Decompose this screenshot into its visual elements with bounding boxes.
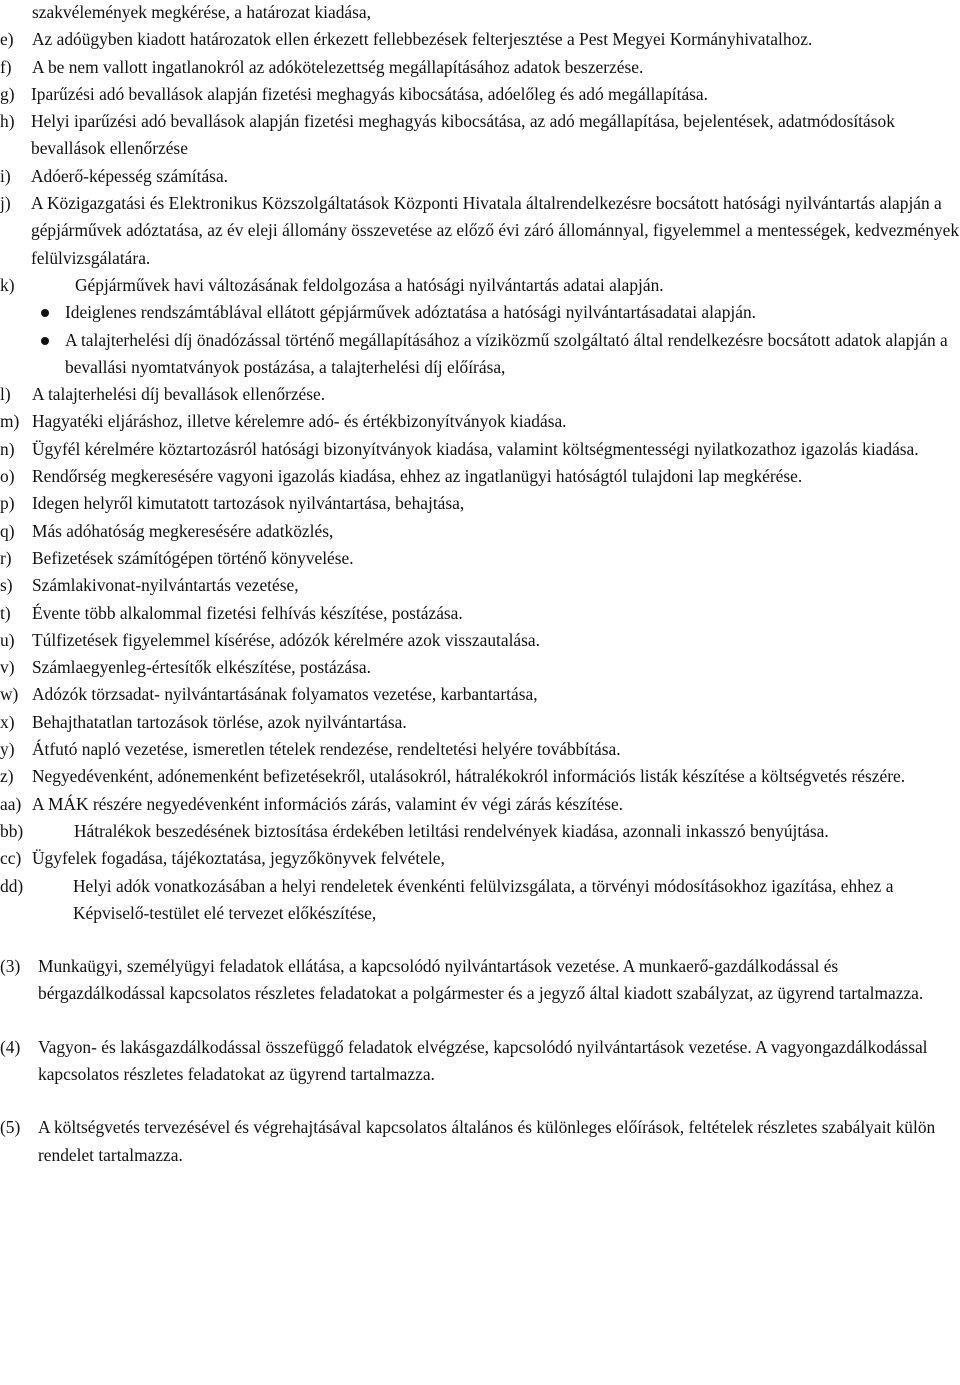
list-item-h bbox=[0, 108, 960, 163]
list-item-dd bbox=[0, 873, 960, 928]
item-text: Más adóhatóság megkeresésére adatközlés, bbox=[32, 520, 334, 541]
item-label: e) bbox=[0, 29, 14, 50]
list-item-t bbox=[0, 600, 960, 627]
list-item-x bbox=[0, 709, 960, 736]
item-label: x) bbox=[0, 711, 15, 732]
item-text: Helyi iparűzési adó bevallások alapján fizetési meghagyás kibocsátása, az adó megállapítása, bejelentések, adatmódosítások bevallások ellenőrzése bbox=[31, 111, 895, 159]
section-4 bbox=[0, 1034, 960, 1089]
item-label: dd) bbox=[0, 875, 24, 896]
list-item-o bbox=[0, 463, 960, 490]
item-label: j) bbox=[0, 193, 11, 214]
item-text: A be nem vallott ingatlanokról az adókötelezettség megállapításához adatok beszerzése. bbox=[32, 56, 644, 77]
item-text: Befizetések számítógépen történő könyvelése. bbox=[32, 547, 354, 568]
item-label: i) bbox=[0, 165, 11, 186]
item-label: n) bbox=[0, 438, 15, 459]
section-text: A költségvetés tervezésével és végrehajtásával kapcsolatos általános és különleges előírások, feltételek részletes szabályait külön rendelet tartalmazza. bbox=[38, 1117, 936, 1165]
list-item-e bbox=[0, 26, 960, 53]
item-text: Rendőrség megkeresésére vagyoni igazolás kiadása, ehhez az ingatlanügyi hatóságtól tulajdoni lap megkérése. bbox=[32, 466, 803, 487]
bullet-text: Ideiglenes rendszámtáblával ellátott gépjárművek adóztatása a hatósági nyilvántartásadatai alapján. bbox=[65, 302, 756, 323]
list-item-n bbox=[0, 436, 960, 463]
item-label: z) bbox=[0, 766, 14, 787]
list-item-g bbox=[0, 81, 960, 108]
item-text: Helyi adók vonatkozásában a helyi rendeletek évenkénti felülvizsgálata, a törvényi módosításokhoz igazítása, ehhez a Képviselő-testület elé tervezet előkészítése, bbox=[73, 875, 894, 923]
item-text: Ügyfél kérelmére köztartozásról hatósági bizonyítványok kiadása, valamint költségmentességi nyilatkozathoz igazolás kiadása. bbox=[32, 438, 919, 459]
list-item-f bbox=[0, 54, 960, 81]
item-text: Iparűzési adó bevallások alapján fizetési meghagyás kibocsátása, adóelőleg és adó megállapítása. bbox=[31, 83, 708, 104]
bullet-text: A talajterhelési díj önadózással történő megállapításához a víziközmű szolgáltató által rendelkezésre bocsátott adatok alapján a bevallási nyomtatványok postázása, a talajterhelési díj előírása, bbox=[65, 329, 948, 377]
list-item-p bbox=[0, 490, 960, 517]
list-item-bb bbox=[0, 818, 960, 845]
item-label: g) bbox=[0, 83, 15, 104]
item-label: h) bbox=[0, 111, 15, 132]
bullet-item bbox=[0, 299, 960, 326]
item-text: Átfutó napló vezetése, ismeretlen tételek rendezése, rendeltetési helyére továbbítása. bbox=[32, 739, 621, 760]
item-label: f) bbox=[0, 56, 12, 77]
item-label: t) bbox=[0, 602, 11, 623]
item-label: aa) bbox=[0, 793, 22, 814]
section-5 bbox=[0, 1114, 960, 1169]
list-item-z bbox=[0, 763, 960, 790]
item-label: bb) bbox=[0, 820, 24, 841]
item-label: y) bbox=[0, 739, 15, 760]
list-item-l bbox=[0, 381, 960, 408]
section-3 bbox=[0, 953, 960, 1008]
section-number: (4) bbox=[0, 1036, 21, 1057]
item-label: w) bbox=[0, 684, 19, 705]
section-text: Munkaügyi, személyügyi feladatok ellátása, a kapcsolódó nyilvántartások vezetése. A munkaerő-gazdálkodással és bérgazdálkodással kapcsolatos részletes feladatokat a polgármester és a jegyző által kiadott szabályzat, az ügyrend tartalmazza. bbox=[38, 956, 924, 1004]
item-text: Hátralékok beszedésének biztosítása érdekében letiltási rendelvények kiadása, azonnali inkasszó benyújtása. bbox=[74, 820, 829, 841]
list-item-q bbox=[0, 518, 960, 545]
item-label: m) bbox=[0, 411, 20, 432]
item-text: Ügyfelek fogadása, tájékoztatása, jegyzőkönyvek felvétele, bbox=[32, 848, 445, 869]
list-item-cc bbox=[0, 845, 960, 872]
section-number: (3) bbox=[0, 956, 21, 977]
bullet-icon bbox=[40, 327, 65, 382]
list-item-u bbox=[0, 627, 960, 654]
section-text: Vagyon- és lakásgazdálkodással összefüggő feladatok elvégzése, kapcsolódó nyilvántartások vezetése. A vagyongazdálkodással kapcsolatos részletes feladatokat az ügyrend tartalmazza. bbox=[38, 1036, 928, 1084]
item-label: r) bbox=[0, 547, 12, 568]
list-item-y bbox=[0, 736, 960, 763]
item-text: Negyedévenként, adónemenként befizetésekről, utalásokról, hátralékokról információs listák készítése a költségvetés részére. bbox=[32, 766, 906, 787]
list-item-v bbox=[0, 654, 960, 681]
item-label: k) bbox=[0, 274, 15, 295]
item-label: p) bbox=[0, 493, 15, 514]
bullet-item bbox=[0, 327, 960, 382]
item-label: v) bbox=[0, 657, 15, 678]
paragraph-continuation: szakvélemények megkérése, a határozat kiadása, bbox=[32, 2, 371, 22]
item-label: s) bbox=[0, 575, 13, 596]
item-text: Hagyatéki eljáráshoz, illetve kérelemre adó- és értékbizonyítványok kiadása. bbox=[32, 411, 567, 432]
item-label: cc) bbox=[0, 848, 22, 869]
item-label: o) bbox=[0, 466, 15, 487]
list-item-i bbox=[0, 163, 960, 190]
item-text: Túlfizetések figyelemmel kísérése, adózók kérelmére azok visszautalása. bbox=[32, 629, 540, 650]
item-text: Adóerő-képesség számítása. bbox=[31, 165, 229, 186]
list-item-s bbox=[0, 572, 960, 599]
list-item-w bbox=[0, 681, 960, 708]
section-number: (5) bbox=[0, 1117, 21, 1138]
list-item-r bbox=[0, 545, 960, 572]
item-label: u) bbox=[0, 629, 15, 650]
bullet-icon bbox=[40, 299, 65, 326]
list-item-j bbox=[0, 190, 960, 272]
item-text: A Közigazgatási és Elektronikus Közszolgáltatások Központi Hivatala általrendelkezésre bocsátott hatósági nyilvántartás alapján a gépjárművek adóztatása, az év eleji állomány összevetése az előző évi záró állománnyal, figyelemmel a mentességek, kedvezmények felülvizsgálatára. bbox=[31, 193, 960, 268]
item-text: Idegen helyről kimutatott tartozások nyilvántartása, behajtása, bbox=[32, 493, 465, 514]
item-label: l) bbox=[0, 384, 11, 405]
item-text: Gépjárművek havi változásának feldolgozása a hatósági nyilvántartás adatai alapján. bbox=[75, 274, 664, 295]
item-label: q) bbox=[0, 520, 15, 541]
item-text: Évente több alkalommal fizetési felhívás készítése, postázása. bbox=[32, 602, 463, 623]
item-text: Számlaegyenleg-értesítők elkészítése, postázása. bbox=[32, 657, 371, 678]
item-text: Behajthatatlan tartozások törlése, azok nyilvántartása. bbox=[32, 711, 407, 732]
list-item-aa bbox=[0, 791, 960, 818]
list-item-m bbox=[0, 408, 960, 435]
item-text: Számlakivonat-nyilvántartás vezetése, bbox=[32, 575, 299, 596]
item-text: A talajterhelési díj bevallások ellenőrzése. bbox=[32, 384, 326, 405]
list-item-k bbox=[0, 272, 960, 299]
item-text: Adózók törzsadat- nyilvántartásának folyamatos vezetése, karbantartása, bbox=[32, 684, 538, 705]
item-text: Az adóügyben kiadott határozatok ellen érkezett fellebbezések felterjesztése a Pest Megyei Kormányhivatalhoz. bbox=[32, 29, 813, 50]
item-text: A MÁK részére negyedévenként információs zárás, valamint év végi zárás készítése. bbox=[32, 793, 624, 814]
